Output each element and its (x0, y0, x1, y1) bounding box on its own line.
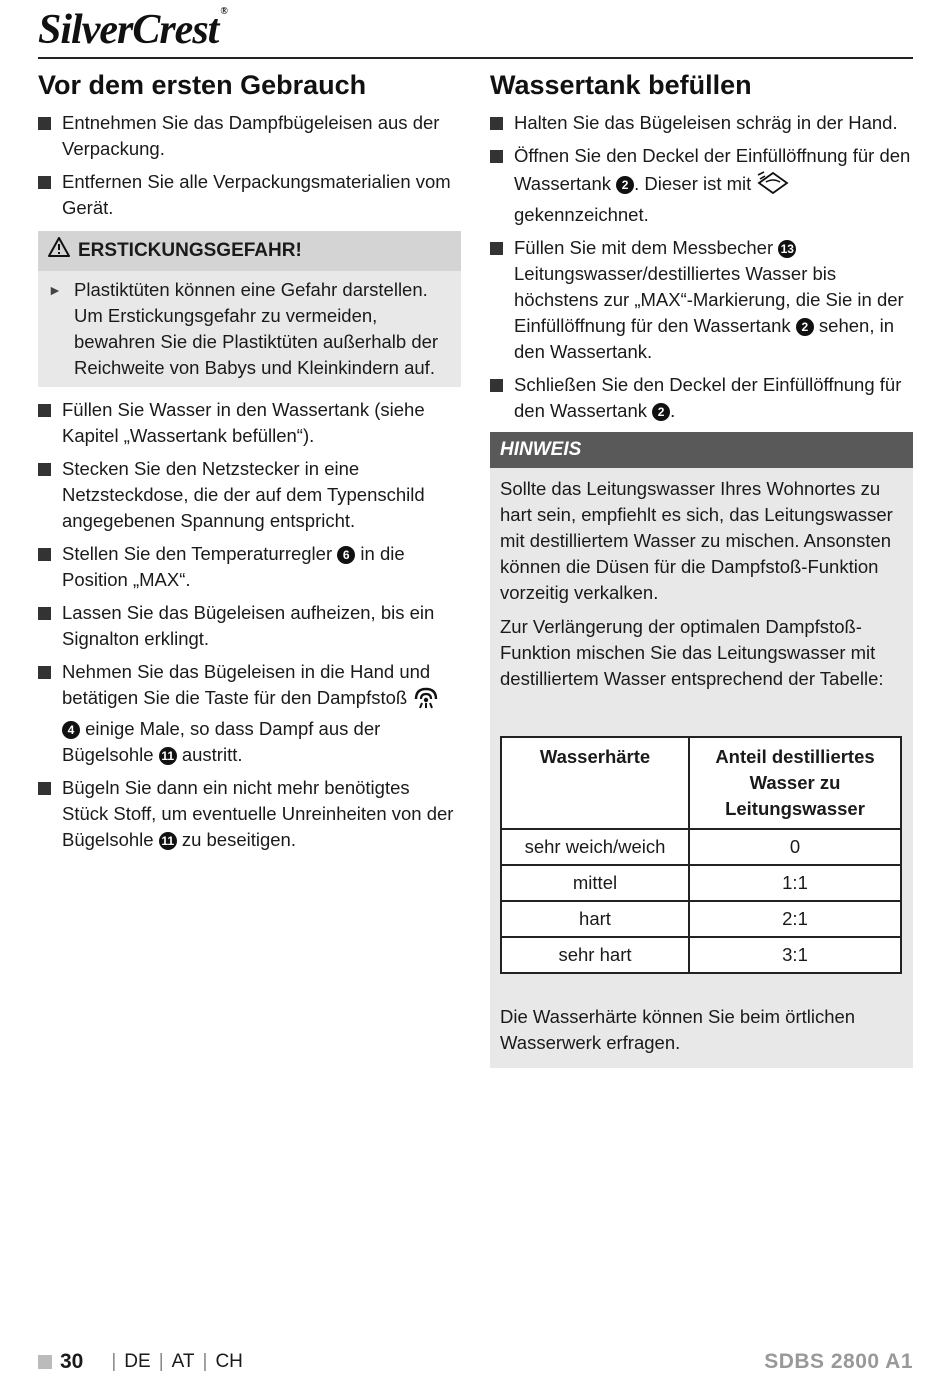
list-item: Halten Sie das Bügeleisen schräg in der Hand. (490, 110, 913, 136)
bullet-square-icon (38, 548, 51, 561)
brand-logo: SilverCrest ® (38, 6, 227, 53)
list-item: Stecken Sie den Netzstecker in eine Netzsteckdose, die der auf dem Typenschild angegebenen Spannung entspricht. (38, 456, 461, 534)
page-number: 30 (60, 1350, 84, 1373)
section-title-first-use: Vor dem ersten Gebrauch (38, 70, 367, 100)
list-item: Lassen Sie das Bügeleisen aufheizen, bis ein Signalton erklingt. (38, 600, 461, 652)
language-code: AT (171, 1351, 195, 1372)
table-cell: sehr hart (501, 937, 689, 973)
list-item: Füllen Sie Wasser in den Wassertank (siehe Kapitel „Wassertank befüllen“). (38, 397, 461, 449)
table-cell: 2:1 (689, 901, 901, 937)
table-cell: 3:1 (689, 937, 901, 973)
left-column (38, 68, 461, 860)
hint-header: HINWEIS (490, 432, 913, 468)
list-item: Entnehmen Sie das Dampfbügeleisen aus der Verpackung. (38, 110, 461, 162)
part-number-badge: 2 (652, 403, 670, 421)
part-number-badge: 11 (159, 832, 177, 850)
list-item: Stellen Sie den Temperaturregler 6 in die Position „MAX“. (38, 541, 461, 593)
list-item: Nehmen Sie das Bügeleisen in die Hand und betätigen Sie die Taste für den Dampfstoß 4 einige Male, so dass Dampf aus der Bügelsohle 11 austritt. (38, 659, 461, 768)
arrow-right-icon: ► (48, 282, 62, 298)
warning-triangle-icon (48, 237, 70, 265)
bullet-square-icon (38, 782, 51, 795)
bullet-square-icon (38, 176, 51, 189)
part-number-badge: 2 (796, 318, 814, 336)
right-column (490, 68, 913, 1068)
table-header-cell: Anteil destilliertes Wasser zu Leitungswasser (689, 737, 901, 829)
footer-separator: | (158, 1351, 164, 1372)
table-row (501, 865, 901, 901)
list-item: Schließen Sie den Deckel der Einfüllöffnung für den Wassertank 2 . (490, 372, 913, 424)
steam-burst-icon (412, 685, 440, 716)
list-item: Bügeln Sie dann ein nicht mehr benötigtes Stück Stoff, um eventuelle Unreinheiten von der Bügelsohle 11 zu beseitigen. (38, 775, 461, 853)
warning-text: Plastiktüten können eine Gefahr darstellen. Um Erstickungsgefahr zu vermeiden, bewahren Sie die Plastiktüten außerhalb der Reichweite von Babys und Kleinkindern auf. (74, 279, 439, 378)
bullet-square-icon (490, 117, 503, 130)
header-rule (38, 57, 913, 59)
bullet-square-icon (490, 242, 503, 255)
water-fill-symbol-icon (756, 169, 790, 202)
bullet-square-icon (38, 607, 51, 620)
hint-body (490, 468, 913, 1068)
section-title-fill-tank: Wassertank befüllen (490, 70, 752, 100)
part-number-badge: 13 (778, 240, 796, 258)
table-header-cell: Wasserhärte (501, 737, 689, 829)
first-use-list-b (38, 397, 461, 853)
bullet-square-icon (38, 463, 51, 476)
warning-body (38, 271, 461, 387)
bullet-square-icon (38, 666, 51, 679)
list-item: Öffnen Sie den Deckel der Einfüllöffnung für den Wassertank 2 . Dieser ist mit gekennzeichnet. (490, 143, 913, 228)
part-number-badge: 4 (62, 721, 80, 739)
table-row (501, 937, 901, 973)
first-use-list-a (38, 110, 461, 221)
table-cell: sehr weich/weich (501, 829, 689, 865)
part-number-badge: 2 (616, 176, 634, 194)
footer-separator: | (111, 1351, 117, 1372)
footer-separator: | (202, 1351, 208, 1372)
bullet-square-icon (38, 117, 51, 130)
water-hardness-table (500, 736, 902, 974)
hint-paragraph: Die Wasserhärte können Sie beim örtlichen Wasserwerk erfragen. (500, 1006, 856, 1053)
list-item: Entfernen Sie alle Verpackungsmaterialien vom Gerät. (38, 169, 461, 221)
language-code: CH (215, 1351, 243, 1372)
table-cell: hart (501, 901, 689, 937)
table-row (501, 901, 901, 937)
bullet-square-icon (490, 150, 503, 163)
warning-box (38, 231, 461, 387)
page-footer (38, 1346, 913, 1378)
model-number: SDBS 2800 A1 (764, 1350, 913, 1373)
table-cell: 1:1 (689, 865, 901, 901)
part-number-badge: 6 (337, 546, 355, 564)
table-cell: mittel (501, 865, 689, 901)
bullet-square-icon (490, 379, 503, 392)
hint-paragraph: Sollte das Leitungswasser Ihres Wohnortes zu hart sein, empfiehlt es sich, das Leitungswasser mit destilliertem Wasser zu mischen. Ansonsten können die Düsen für die Dampfstoß-Funktion vorzeitig verkalken. (500, 478, 893, 603)
fill-tank-list (490, 110, 913, 424)
warning-title: ERSTICKUNGSGEFAHR! (78, 240, 302, 261)
list-item: Füllen Sie mit dem Messbecher 13 Leitungswasser/destilliertes Wasser bis höchstens zur „MAX“-Markierung, die Sie in der Einfüllöffnung für den Wassertank 2 sehen, in den Wassertank. (490, 235, 913, 365)
bullet-square-icon (38, 404, 51, 417)
table-row (501, 829, 901, 865)
hint-paragraph: Zur Verlängerung der optimalen Dampfstoß-Funktion mischen Sie das Leitungswasser mit destilliertem Wasser entsprechend der Tabelle: (500, 616, 884, 689)
part-number-badge: 11 (159, 747, 177, 765)
warning-header (38, 231, 461, 271)
footer-square-icon (38, 1355, 52, 1369)
hint-box (490, 432, 913, 1068)
language-code: DE (124, 1351, 151, 1372)
table-header-row (501, 737, 901, 829)
table-cell: 0 (689, 829, 901, 865)
